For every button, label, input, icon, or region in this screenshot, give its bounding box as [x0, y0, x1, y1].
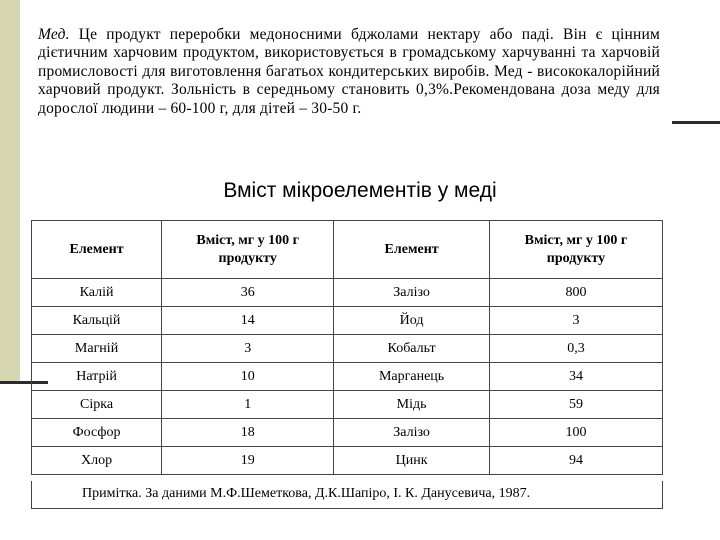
cell: 59 — [489, 391, 662, 419]
table-header-row — [32, 221, 663, 279]
table-row — [32, 447, 663, 475]
cell: Фосфор — [32, 419, 162, 447]
table-note: Примітка. За даними М.Ф.Шеметкова, Д.К.Шапіро, І. К. Данусевича, 1987. — [82, 486, 531, 501]
table-row — [32, 335, 663, 363]
table-row — [32, 307, 663, 335]
cell: 94 — [489, 447, 662, 475]
cell: Залізо — [334, 279, 490, 307]
intro-paragraph — [38, 26, 660, 118]
cell: 19 — [162, 447, 334, 475]
cell: Йод — [334, 307, 490, 335]
cell: Залізо — [334, 419, 490, 447]
cell: 14 — [162, 307, 334, 335]
cell: Кобальт — [334, 335, 490, 363]
cell: 34 — [489, 363, 662, 391]
table-row — [32, 391, 663, 419]
cell: Кальцій — [32, 307, 162, 335]
table-row — [32, 419, 663, 447]
cell: 0,3 — [489, 335, 662, 363]
intro-text: Це продукт переробки медоносними бджолами нектару або паді. Він є цінним дієтичним харчовим продуктом, використовується в громадському харчуванні та харчовій промисловості для виготовлення багатьох кондитерських виробів. Мед - висококалорійний харчовий продукт. Зольність в середньому становить 0,3%.Рекомендована доза меду для дорослої людини – 60-100 г, для дітей – 30-50 г. — [38, 26, 660, 117]
cell: Сірка — [32, 391, 162, 419]
cell: Хлор — [32, 447, 162, 475]
table-row — [32, 363, 663, 391]
header-content-1: Вміст, мг у 100 г продукту — [162, 221, 334, 279]
cell: Калій — [32, 279, 162, 307]
table-heading: Вміст мікроелементів у меді — [223, 179, 497, 202]
decorative-rule-right — [672, 121, 720, 124]
header-element-2: Елемент — [334, 221, 490, 279]
header-content-2: Вміст, мг у 100 г продукту — [489, 221, 662, 279]
cell: 36 — [162, 279, 334, 307]
cell: Натрій — [32, 363, 162, 391]
cell: 3 — [162, 335, 334, 363]
cell: 10 — [162, 363, 334, 391]
microelements-table — [31, 220, 663, 475]
cell: 3 — [489, 307, 662, 335]
cell: Мідь — [334, 391, 490, 419]
cell: Магній — [32, 335, 162, 363]
cell: 1 — [162, 391, 334, 419]
cell: Марганець — [334, 363, 490, 391]
cell: 18 — [162, 419, 334, 447]
cell: 800 — [489, 279, 662, 307]
cell: 100 — [489, 419, 662, 447]
header-element-1: Елемент — [32, 221, 162, 279]
cell: Цинк — [334, 447, 490, 475]
intro-lead: Мед. — [38, 26, 70, 43]
table-row — [32, 279, 663, 307]
